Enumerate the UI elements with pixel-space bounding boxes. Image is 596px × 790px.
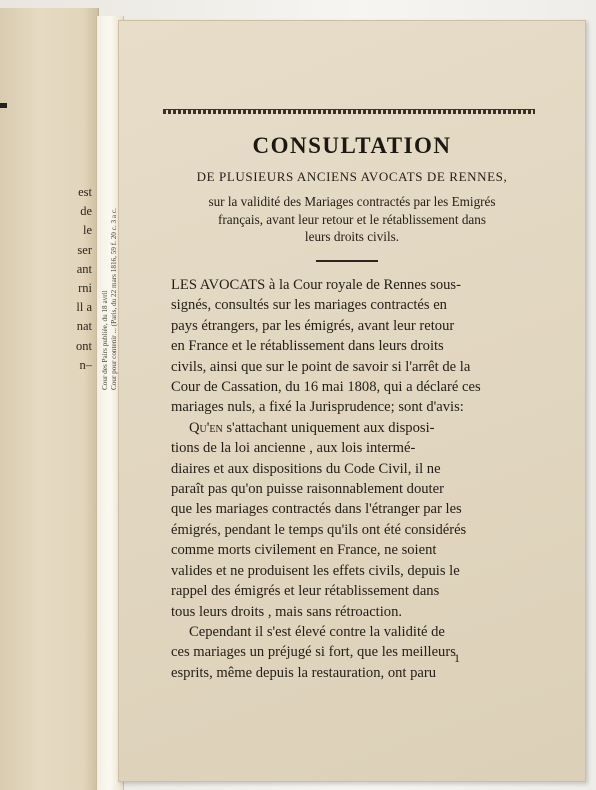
section-rule (316, 260, 378, 262)
body-line: valides et ne produisent les effets civils, depuis le (171, 562, 460, 579)
body-line: tions de la loi ancienne , aux lois intermé- (171, 440, 416, 457)
subject-line: leurs droits civils. (304, 229, 400, 244)
left-page (0, 8, 99, 790)
left-line: ll a (76, 300, 92, 315)
body-line: rappel des émigrés et leur rétablissement dans (171, 583, 440, 600)
strip-line: Cour des Pairs publiée, du 18 avril (101, 290, 109, 390)
body-line: tous leurs droits , mais sans rétroaction. (171, 603, 403, 620)
body-line: diaires et aux dispositions du Code Civil, il ne (171, 460, 441, 477)
body-line (171, 275, 537, 295)
body-line: paraît pas qu'on puisse raisonnablement douter (171, 481, 444, 498)
document-title: CONSULTATION (252, 133, 452, 158)
body-line: mariages nuls, a fixé la Jurisprudence; sont d'avis: (171, 399, 464, 416)
document-subject (179, 193, 525, 246)
body-line: esprits, même depuis la restauration, ont paru (171, 664, 437, 681)
left-line: le (82, 223, 92, 238)
body-line: comme morts civilement en France, ne soient (171, 542, 437, 559)
body-line: signés, consultés sur les mariages contractés en (171, 297, 447, 314)
line-rest: s'attachant uniquement aux disposi- (222, 419, 435, 436)
left-line: est (78, 185, 92, 199)
body-line (171, 418, 537, 438)
left-line: ont (76, 338, 92, 353)
subject-line: français, avant leur retour et le rétablissement dans (217, 211, 487, 227)
ornamental-rule (163, 109, 535, 114)
body-line: civils, ainsi que sur le point de savoir si l'arrêt de la (171, 358, 471, 375)
left-line: ant (76, 261, 92, 276)
document-page (118, 20, 586, 782)
page-number: 1 (454, 651, 460, 665)
body-line: pays étrangers, par les émigrés, avant leur retour (171, 317, 455, 334)
lead-words: LES AVOCATS (171, 277, 266, 293)
body-text (171, 275, 537, 683)
left-page-text (22, 183, 92, 375)
left-line: de (80, 204, 92, 219)
body-line: en France et le rétablissement dans leurs droits (171, 338, 444, 355)
lead-words: Qu'en (189, 419, 223, 436)
left-line: rni (78, 281, 92, 296)
printer-mark (0, 103, 7, 108)
subject-line: sur la validité des Mariages contractés par les Emigrés (208, 194, 496, 209)
body-line: émigrés, pendant le temps qu'ils ont été considérés (171, 521, 467, 538)
body-line: Cour de Cassation, du 16 mai 1808, qui a déclaré ces (171, 379, 481, 396)
line-rest: à la Cour royale de Rennes sous- (265, 277, 461, 293)
body-line: ces mariages un préjugé si fort, que les meilleurs (171, 644, 456, 661)
left-line: n– (79, 357, 92, 372)
body-line: Cependant il s'est élevé contre la validité de (189, 623, 445, 640)
left-line: nat (76, 319, 92, 334)
strip-line: Cour pour contenir ... (Paris, du 22 mars 1816, 59 f. 20 c. 3 a c. (109, 208, 118, 390)
body-line: que les mariages contractés dans l'étranger par les (171, 501, 462, 518)
document-subtitle: DE PLUSIEURS ANCIENS AVOCATS DE RENNES, (196, 169, 508, 184)
left-line: ser (77, 242, 92, 257)
